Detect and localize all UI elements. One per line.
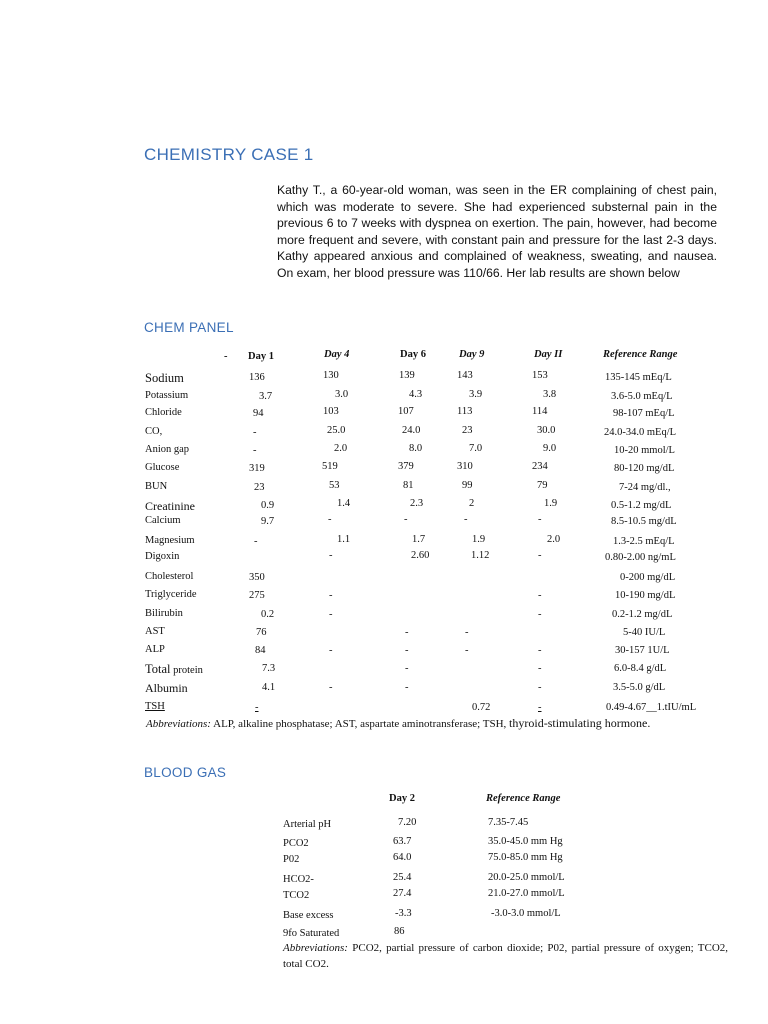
chem-cell: 130 <box>323 370 339 381</box>
chem-row-label: Anion gap <box>145 444 190 455</box>
blood-row-label: P02 <box>283 854 300 865</box>
chem-cell: 143 <box>457 370 473 381</box>
chem-cell: - <box>404 514 408 525</box>
chem-cell: - <box>253 427 257 438</box>
chem-cell: - <box>465 645 469 656</box>
chem-cell: 30.0 <box>537 425 556 436</box>
blood-row-value: 64.0 <box>393 852 412 863</box>
chem-row-label: ALP <box>145 644 165 655</box>
chem-header-day1: Day 1 <box>248 351 274 362</box>
chem-cell: 379 <box>398 461 414 472</box>
chem-cell: - <box>538 682 542 693</box>
chem-cell: 84 <box>255 645 266 656</box>
chem-cell: 5-40 IU/L <box>623 627 666 638</box>
chem-cell: 1.12 <box>471 550 490 561</box>
chem-row-label: Chloride <box>145 407 182 418</box>
chem-cell: - <box>405 663 409 674</box>
blood-row-range: 7.35-7.45 <box>488 817 529 828</box>
chem-cell: - <box>538 663 542 674</box>
chem-row-label: Potassium <box>145 390 189 401</box>
chem-cell: 2.0 <box>547 534 561 545</box>
blood-row-range: 35.0-45.0 mm Hg <box>488 836 563 847</box>
chem-cell: 319 <box>249 463 265 474</box>
chem-cell: 275 <box>249 590 265 601</box>
blood-gas-abbreviations: Abbreviations: PCO2, partial pressure of carbon dioxide; P02, partial pressure of oxygen; TCO2, total CO2. <box>283 942 729 970</box>
blood-header-day2: Day 2 <box>389 793 415 804</box>
chem-abbreviations: Abbreviations: ALP, alkaline phosphatase; AST, aspartate aminotransferase; TSH, thyroid-stimulating hormone. <box>146 716 651 730</box>
chem-cell: - <box>405 682 409 693</box>
chem-cell: 136 <box>249 372 265 383</box>
chem-header-day11: Day II <box>534 349 563 360</box>
blood-header-reference-range: Reference Range <box>486 793 561 804</box>
chem-cell: 3.6-5.0 mEq/L <box>611 391 673 402</box>
chem-cell: 6.0-8.4 g/dL <box>614 663 667 674</box>
chem-header-day9: Day 9 <box>459 349 485 360</box>
chem-cell: - <box>538 645 542 656</box>
chem-cell: 3.7 <box>259 391 273 402</box>
blood-row-label: Base excess <box>283 910 334 921</box>
chem-cell: 0.80-2.00 ng/mL <box>605 552 676 563</box>
chem-row-label: TSH <box>145 701 165 712</box>
chem-cell: 3.0 <box>335 389 349 400</box>
blood-row-label: Arterial pH <box>283 819 332 830</box>
chem-cell: - <box>329 682 333 693</box>
chem-cell: 10-190 mg/dL <box>615 590 676 601</box>
chem-cell: 30-157 1U/L <box>615 645 670 656</box>
chem-cell: 0.72 <box>472 702 491 713</box>
chem-cell: 135-145 mEq/L <box>605 372 672 383</box>
chem-cell: 4.3 <box>409 389 423 400</box>
chem-cell: - <box>329 550 333 561</box>
chem-cell: - <box>464 514 468 525</box>
chem-cell: - <box>254 536 258 547</box>
blood-row-value: -3.3 <box>395 908 412 919</box>
chem-cell: - <box>253 445 257 456</box>
chem-cell: 79 <box>537 480 548 491</box>
chem-cell: 9.0 <box>543 443 557 454</box>
chem-cell: - <box>538 702 542 713</box>
chem-cell: - <box>538 514 542 525</box>
chem-cell: 0.5-1.2 mg/dL <box>611 500 672 511</box>
blood-gas-heading: BLOOD GAS <box>144 765 227 780</box>
chem-header-dash: - <box>224 351 228 362</box>
chem-cell: 81 <box>403 480 414 491</box>
chem-cell: 2.3 <box>410 498 424 509</box>
blood-row-label: HCO2- <box>283 874 314 885</box>
chem-cell: 3.9 <box>469 389 483 400</box>
chem-row-label: Total protein <box>145 662 203 676</box>
blood-row-range: -3.0-3.0 mmol/L <box>491 908 561 919</box>
chem-header-day4: Day 4 <box>324 349 350 360</box>
chem-cell: 24.0 <box>402 425 421 436</box>
chem-cell: 107 <box>398 406 414 417</box>
chem-cell: 0.9 <box>261 500 275 511</box>
page-title: CHEMISTRY CASE 1 <box>144 145 314 164</box>
blood-row-value: 25.4 <box>393 872 412 883</box>
chem-cell: 0-200 mg/dL <box>620 572 676 583</box>
chem-row-label: Albumin <box>145 681 188 695</box>
chem-row-label: Triglyceride <box>145 589 197 600</box>
blood-row-range: 20.0-25.0 mmol/L <box>488 872 565 883</box>
chem-row-label: Calcium <box>145 515 181 526</box>
blood-row-label: 9fo Saturated <box>283 928 340 939</box>
chem-row-label: Digoxin <box>145 551 180 562</box>
chem-cell: 23 <box>254 482 265 493</box>
chem-cell: - <box>538 550 542 561</box>
chem-header-reference-range: Reference Range <box>603 349 678 360</box>
chem-cell: 1.4 <box>337 498 351 509</box>
chem-row-label: Magnesium <box>145 535 195 546</box>
blood-row-range: 75.0-85.0 mm Hg <box>488 852 563 863</box>
chem-cell: 1.7 <box>412 534 426 545</box>
chem-cell: 53 <box>329 480 340 491</box>
chem-cell: 1.9 <box>544 498 558 509</box>
chem-cell: 7-24 mg/dl., <box>619 482 671 493</box>
chem-cell: 8.5-10.5 mg/dL <box>611 516 677 527</box>
chem-row-label: BUN <box>145 481 168 492</box>
chem-row-label: Bilirubin <box>145 608 183 619</box>
chem-cell: 9.7 <box>261 516 275 527</box>
chem-cell: 2.0 <box>334 443 348 454</box>
chem-cell: 3.8 <box>543 389 557 400</box>
chem-cell: 113 <box>457 406 473 417</box>
chem-row-label: Glucose <box>145 462 180 473</box>
chem-cell: 98-107 mEq/L <box>613 408 675 419</box>
chem-cell: - <box>329 609 333 620</box>
chem-cell: 1.1 <box>337 534 351 545</box>
blood-row-label: PCO2 <box>283 838 309 849</box>
chem-cell: 4.1 <box>262 682 276 693</box>
chem-header-day6: Day 6 <box>400 349 426 360</box>
chem-cell: 139 <box>399 370 415 381</box>
blood-row-range: 21.0-27.0 mmol/L <box>488 888 565 899</box>
chem-cell: 234 <box>532 461 548 472</box>
chem-cell: 114 <box>532 406 548 417</box>
chem-cell: 2 <box>469 498 475 509</box>
chem-cell: - <box>538 590 542 601</box>
chem-cell: 310 <box>457 461 473 472</box>
blood-row-value: 7.20 <box>398 817 417 828</box>
chem-cell: 103 <box>323 406 339 417</box>
chem-panel-heading: CHEM PANEL <box>144 320 234 335</box>
chem-cell: 0.2 <box>261 609 275 620</box>
chem-cell: 0.49-4.67__1.tIU/mL <box>606 702 697 713</box>
chem-row-label: Cholesterol <box>145 571 194 582</box>
chem-cell: 7.3 <box>262 663 276 674</box>
chem-cell: 94 <box>253 408 264 419</box>
chem-cell: 1.3-2.5 mEq/L <box>613 536 675 547</box>
chem-row-label: Creatinine <box>145 499 195 513</box>
chem-row-label: CO, <box>145 426 163 437</box>
chem-cell: 99 <box>462 480 473 491</box>
chem-cell: - <box>538 609 542 620</box>
chem-cell: - <box>328 514 332 525</box>
blood-row-label: TCO2 <box>283 890 310 901</box>
chem-cell: 2.60 <box>411 550 430 561</box>
chem-cell: - <box>255 702 259 713</box>
chem-cell: - <box>405 645 409 656</box>
chem-cell: 0.2-1.2 mg/dL <box>612 609 673 620</box>
chem-cell: - <box>329 645 333 656</box>
case-description: Kathy T., a 60-year-old woman, was seen in the ER complaining of chest pain, which was moderate to severe. She had experienced substernal pain in the previous 6 to 7 weeks with dyspnea on exertion. The pain, however, had become more frequent and severe, with constant pain and pressure for the last 2-3 days. Kathy appeared anxious and complained of weakness, sweating, and nausea. On exam, her blood pressure was 110/66. Her lab results are shown below <box>277 183 717 280</box>
chem-cell: 80-120 mg/dL <box>614 463 675 474</box>
chem-cell: 25.0 <box>327 425 346 436</box>
chem-cell: - <box>329 590 333 601</box>
chem-cell: 519 <box>322 461 338 472</box>
blood-row-value: 27.4 <box>393 888 412 899</box>
chem-cell: - <box>465 627 469 638</box>
blood-row-value: 63.7 <box>393 836 412 847</box>
chem-cell: 24.0-34.0 mEq/L <box>604 427 677 438</box>
chem-cell: 3.5-5.0 g/dL <box>613 682 666 693</box>
chem-cell: 23 <box>462 425 473 436</box>
chem-cell: 10-20 mmol/L <box>614 445 675 456</box>
chem-cell: 1.9 <box>472 534 486 545</box>
chem-row-label: Sodium <box>145 371 184 385</box>
chem-cell: 350 <box>249 572 265 583</box>
chem-cell: 8.0 <box>409 443 423 454</box>
chem-cell: 76 <box>256 627 267 638</box>
chem-cell: 153 <box>532 370 548 381</box>
blood-row-value: 86 <box>394 926 405 937</box>
chem-cell: - <box>405 627 409 638</box>
chem-row-label: AST <box>145 626 165 637</box>
chem-cell: 7.0 <box>469 443 483 454</box>
